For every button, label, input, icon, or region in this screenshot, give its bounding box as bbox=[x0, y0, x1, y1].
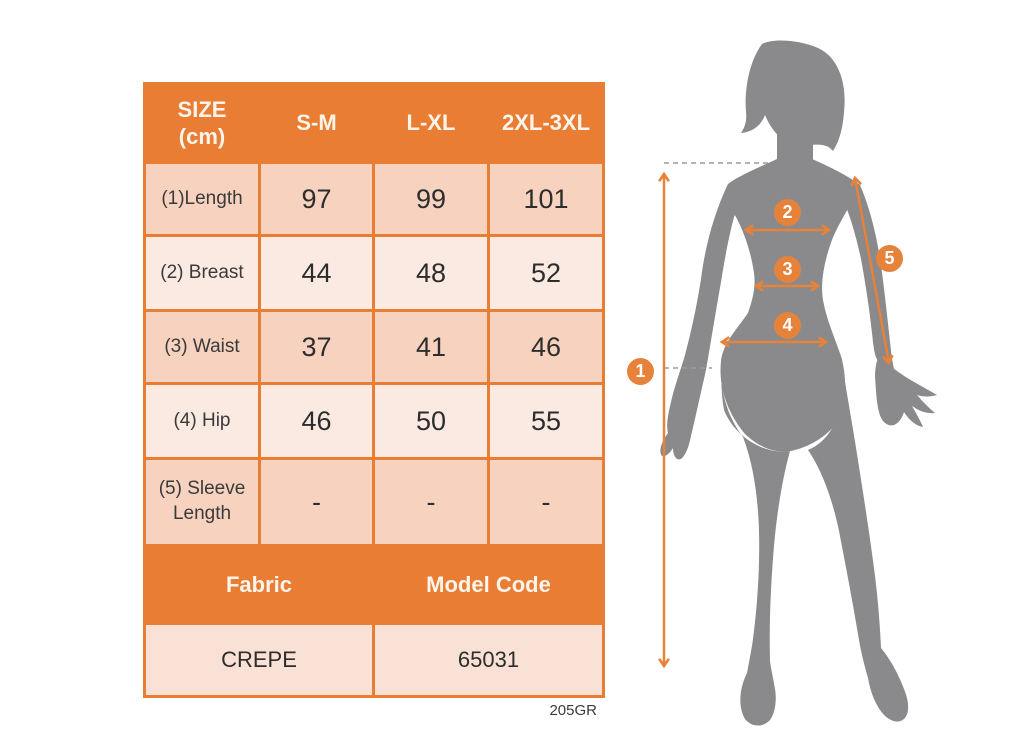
marker-4-hip-icon: 4 bbox=[774, 312, 801, 339]
row-label-breast: (2) Breast bbox=[146, 237, 258, 309]
fabric-header: Fabric bbox=[146, 547, 372, 622]
breast-sm: 44 bbox=[261, 237, 372, 309]
column-header-2xl3xl: 2XL-3XL bbox=[490, 85, 602, 161]
hip-2xl3xl: 55 bbox=[490, 385, 602, 457]
size-header-line1: SIZE bbox=[177, 96, 227, 122]
female-silhouette-icon bbox=[660, 41, 937, 726]
length-sm: 97 bbox=[261, 164, 372, 234]
breast-lxl: 48 bbox=[375, 237, 487, 309]
length-lxl: 99 bbox=[375, 164, 487, 234]
row-label-hip: (4) Hip bbox=[146, 385, 258, 457]
hip-lxl: 50 bbox=[375, 385, 487, 457]
waist-sm: 37 bbox=[261, 312, 372, 382]
column-header-lxl: L-XL bbox=[375, 85, 487, 161]
marker-1-length-icon: 1 bbox=[627, 358, 654, 385]
row-label-waist: (3) Waist bbox=[146, 312, 258, 382]
waist-2xl3xl: 46 bbox=[490, 312, 602, 382]
sleeve-lxl: - bbox=[375, 460, 487, 544]
marker-2-breast-icon: 2 bbox=[774, 199, 801, 226]
fabric-value: CREPE bbox=[146, 625, 372, 695]
sleeve-sm: - bbox=[261, 460, 372, 544]
column-header-sm: S-M bbox=[261, 85, 372, 161]
marker-5-sleeve-icon: 5 bbox=[876, 245, 903, 272]
hip-sm: 46 bbox=[261, 385, 372, 457]
marker-3-waist-icon: 3 bbox=[774, 256, 801, 283]
model-code-header: Model Code bbox=[375, 547, 602, 622]
row-label-length: (1)Length bbox=[146, 164, 258, 234]
model-code-value: 65031 bbox=[375, 625, 602, 695]
size-header-line2: (cm) bbox=[178, 124, 226, 149]
waist-lxl: 41 bbox=[375, 312, 487, 382]
length-2xl3xl: 101 bbox=[490, 164, 602, 234]
weight-note: 205GR bbox=[549, 702, 597, 719]
breast-2xl3xl: 52 bbox=[490, 237, 602, 309]
sleeve-2xl3xl: - bbox=[490, 460, 602, 544]
row-label-sleeve-length: (5) Sleeve Length bbox=[146, 460, 258, 544]
